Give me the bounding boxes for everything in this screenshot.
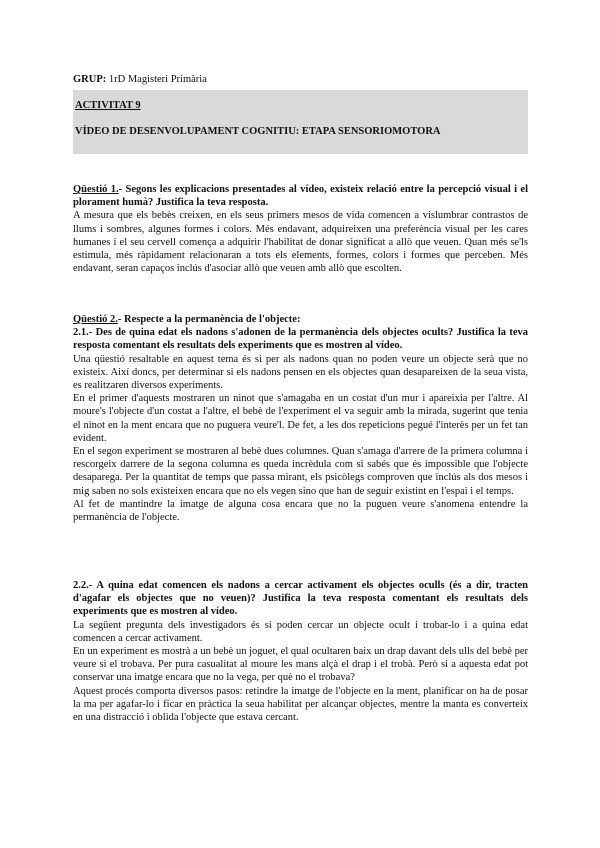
question-2-1-prompt: 2.1.- Des de quina edat els nadons s'adonen de la permanència dels objectes ocults? Justifica la teva resposta comentant els resultats dels experiments que es mostren al vídeo. bbox=[73, 327, 528, 352]
question-2-1-paragraph: Al fet de mantindre la imatge de alguna cosa encara que no la puguen veure s'anomena entendre la permanència de l'objecte. bbox=[73, 498, 528, 524]
question-2-1-paragraph: En el segon experiment se mostraren al bebè dues columnes. Quan s'amaga d'arrere de la primera columna i rescorgeix darrere de la segona columna es queda incrèdula com si sabés que és impossible que l'objecte desaparega. Per la quantitat de temps que passa mirant, els psicòlegs comproven que inclús als dos mesos i mig saben no sols existeixen encara que no els vegen sino que han de seguir existint en l'espai i el temps. bbox=[73, 446, 528, 497]
question-2-heading-text: - Respecte a la permanència de l'objecte: bbox=[117, 314, 301, 325]
question-2-1-paragraph: En el primer d'aquests mostraren un ninot que s'amagaba en un costat d'un mur i apareixia per l'altre. Al moure's l'objecte d'un costat a l'altre, el bebè de l'experiment el va seguir amb la mirada, sugerint que tenia el ninot en la ment encara que no puguera veure'l. De fet, a les dos repeticions pegué l'interès per un fet tan evident. bbox=[73, 393, 528, 444]
question-2-label: Qüestió 2. bbox=[73, 314, 118, 325]
question-2 bbox=[73, 313, 528, 524]
question-2-2-prompt: 2.2.- A quina edat comencen els nadons a cercar activament els objectes oculls (és a dir, tracten d'agafar els objectes que no veuen)? Justifica la teva resposta comentant els resultats dels experiments que es mostren al vídeo. bbox=[73, 580, 528, 618]
question-2-2-paragraph: La següent pregunta dels investigadors és si poden cercar un objecte ocult i trobar-lo i a quina edat comencen a cercar activament. bbox=[73, 619, 528, 644]
question-1-answer: A mesura que els bebès creixen, en els seus primers mesos de vida comencen a vislumbrar contrastos de llums i sombres, algunes formes i colors. Més endavant, adquireixen una preferència visual per les cares humanes i el seu cervell comença a adquirir l'habilitat de donar significat a allò que veuen. Quan més se'ls estimula, més ràpidament relacionaran a tots els elements, formes, colors i formes que perceben. Més endavant, seran capaços inclús d'asociar allò que veuen amb allò que escolten. bbox=[73, 210, 528, 275]
title-band bbox=[73, 90, 528, 154]
activity-title: ACTIVITAT 9 bbox=[75, 100, 141, 111]
question-2-2-paragraph: Aquest procés comporta diversos pasos: retindre la imatge de l'objecte en la ment, planificar on ha de posar la ma per agafar-lo i ficar en pràctica la seua habilitat per alcançar objectes, mentre la manta es converteix en una distracció i oblida l'objecte que estava cercant. bbox=[73, 685, 528, 724]
question-1-label: Qüestió 1. bbox=[73, 184, 119, 195]
question-2-2-paragraph: En un experiment es mostrà a un bebè un joguet, el qual ocultaren baix un drap davant dels ulls del bebè per veure si el trobava. Per pura casualitat al moure les mans alçà el drap i el trobà. Però si a aquesta edat pot conservar una imatge encara que no la vega, per què no el trobava? bbox=[73, 646, 528, 684]
question-2-2 bbox=[73, 579, 528, 724]
group-label: GRUP: bbox=[73, 74, 107, 85]
group-line bbox=[73, 73, 207, 86]
activity-subtitle: VÍDEO DE DESENVOLUPAMENT COGNITIU: ETAPA SENSORIOMOTORA bbox=[75, 126, 441, 137]
question-1-text: - Segons les explicacions presentades al vídeo, existeix relació entre la percepció visual i el plorament humà? Justifica la teva resposta. bbox=[73, 184, 528, 209]
question-1-prompt bbox=[73, 183, 528, 209]
question-1 bbox=[73, 183, 528, 275]
question-2-heading bbox=[73, 313, 528, 326]
group-value: 1rD Magisteri Primària bbox=[108, 74, 207, 85]
question-2-1-paragraph: Una qüestió resaltable en aquest tema és si per als nadons quan no poden veure un objecte serà que no existeix. Així doncs, per determinar si els nadons pensen en els objectes quan desapareixen de la seua vista, es realitzaren diversos experiments. bbox=[73, 353, 528, 392]
